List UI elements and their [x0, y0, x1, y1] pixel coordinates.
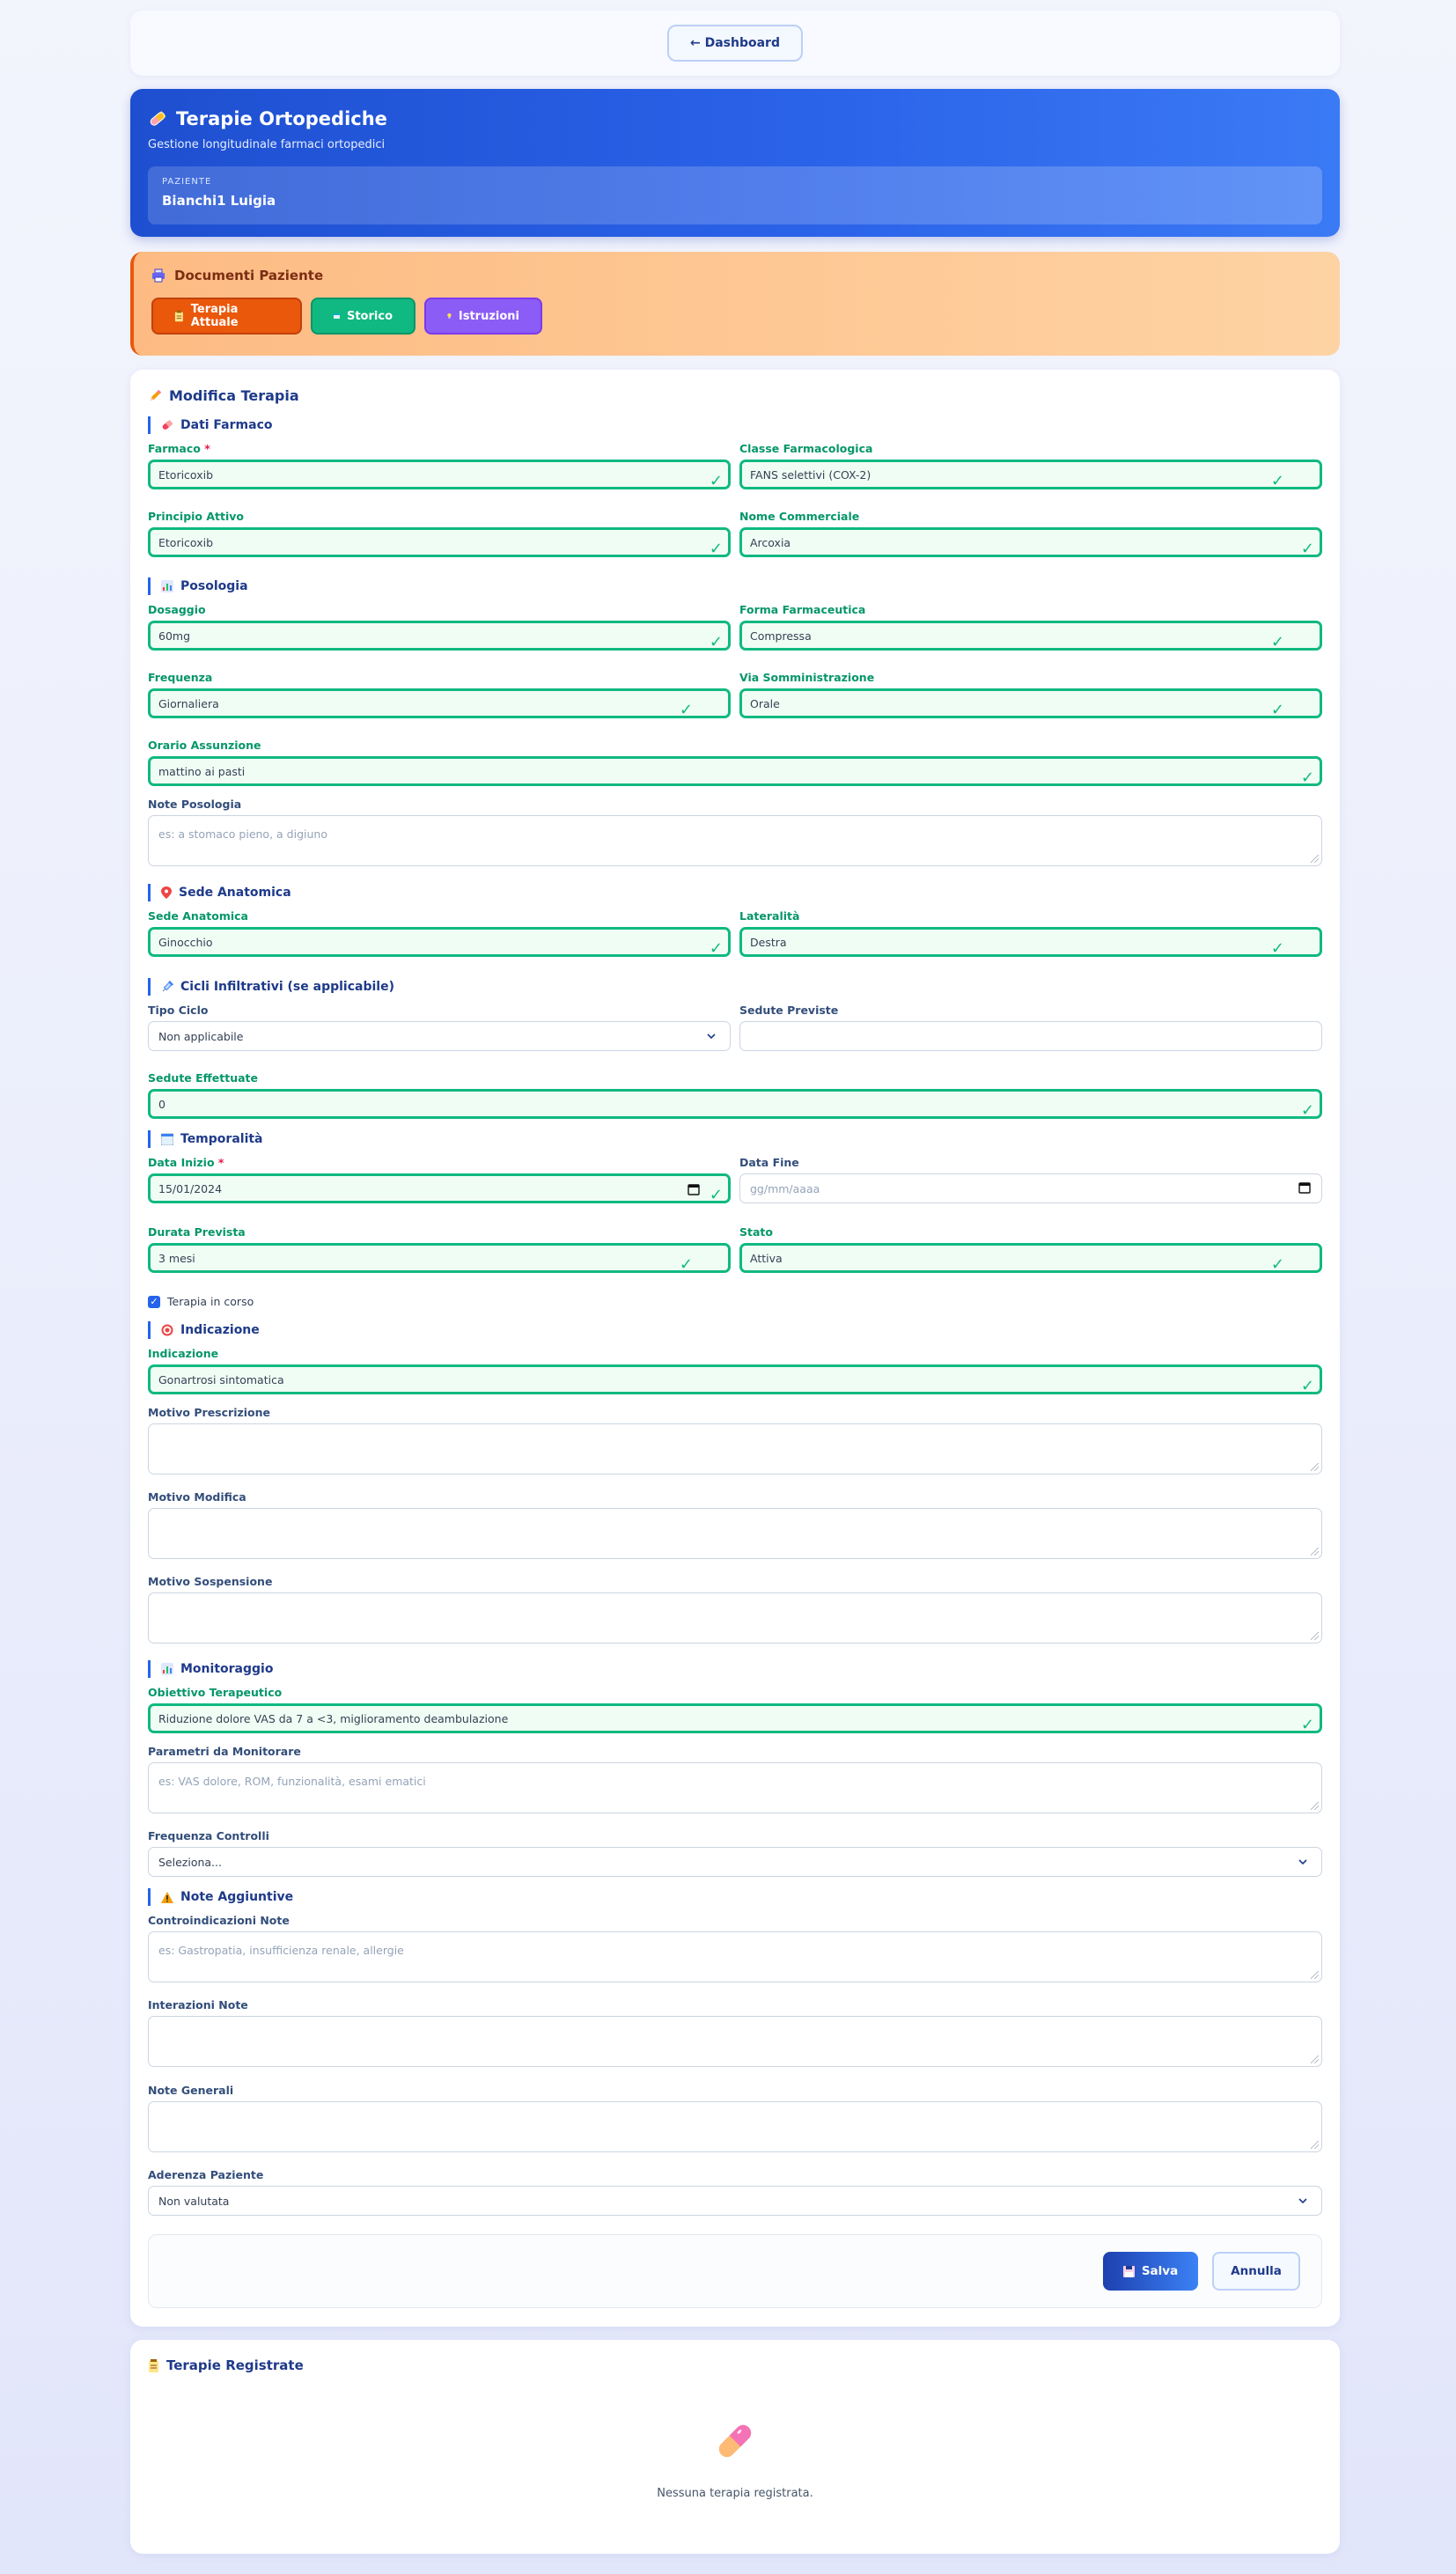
bar-chart-icon — [161, 580, 173, 592]
contraindications-textarea[interactable]: es: Gastropatia, insufficienza renale, allergie — [148, 1931, 1322, 1982]
change-reason-label: Motivo Modifica — [148, 1490, 246, 1504]
chevron-down-icon — [1297, 1856, 1309, 1868]
section-cycles-title: Cicli Infiltrativi (se applicabile) — [180, 980, 394, 994]
dashboard-button[interactable]: ← Dashboard — [667, 25, 803, 62]
map-pin-icon — [161, 886, 172, 899]
drug-class-input[interactable]: FANS selettivi (COX-2) ✓ — [739, 460, 1322, 489]
chevron-down-icon — [705, 1030, 717, 1042]
dose-label: Dosaggio — [148, 603, 206, 616]
registered-title-row — [148, 2357, 304, 2373]
route-select[interactable]: Orale ✓ — [739, 688, 1322, 718]
interactions-textarea[interactable] — [148, 2016, 1322, 2067]
goal-label: Obiettivo Terapeutico — [148, 1686, 283, 1699]
suspension-reason-textarea[interactable] — [148, 1592, 1322, 1644]
printer-icon — [151, 268, 165, 283]
end-date-input[interactable]: gg/mm/aaaa — [739, 1173, 1322, 1203]
start-date-label: Data Inizio * — [148, 1156, 224, 1169]
warning-icon — [161, 1892, 173, 1903]
page-title: Terapie Ortopediche — [176, 108, 387, 129]
section-drug-title: Dati Farmaco — [180, 418, 273, 432]
indication-label: Indicazione — [148, 1347, 219, 1360]
route-label: Via Somministrazione — [739, 671, 875, 684]
section-indication — [148, 1321, 260, 1339]
dosage-notes-label: Note Posologia — [148, 798, 242, 811]
brand-name-input[interactable]: Arcoxia ✓ — [739, 527, 1322, 557]
section-infiltration-cycles — [148, 978, 394, 996]
pill-icon — [161, 419, 173, 431]
documents-title: Documenti Paziente — [174, 268, 324, 283]
ongoing-label: Terapia in corso — [167, 1295, 254, 1308]
therapy-form — [130, 370, 1340, 2327]
prescription-reason-label: Motivo Prescrizione — [148, 1406, 271, 1419]
pill-icon — [713, 2419, 757, 2463]
adherence-label: Aderenza Paziente — [148, 2168, 264, 2181]
active-ingredient-input[interactable]: Etoricoxib ✓ — [148, 527, 731, 557]
drug-class-label: Classe Farmacologica — [739, 442, 873, 455]
current-therapy-label: Terapia Attuale — [190, 303, 239, 329]
calendar-picker-icon[interactable] — [1298, 1181, 1311, 1194]
general-notes-textarea[interactable] — [148, 2101, 1322, 2152]
duration-select[interactable]: 3 mesi ✓ — [148, 1243, 731, 1273]
section-additional-notes — [148, 1888, 293, 1906]
page-header — [130, 89, 1340, 237]
suspension-reason-label: Motivo Sospensione — [148, 1575, 273, 1588]
contraindications-label: Controindicazioni Note — [148, 1914, 290, 1927]
target-icon — [161, 1324, 173, 1336]
page-subtitle: Gestione longitudinale farmaci ortopedici — [148, 138, 386, 151]
section-notes-title: Note Aggiuntive — [180, 1890, 294, 1904]
drug-label: Farmaco * — [148, 442, 210, 455]
patient-box — [148, 166, 1322, 224]
section-drug-data — [148, 416, 272, 434]
drug-input[interactable]: Etoricoxib ✓ — [148, 460, 731, 489]
save-button[interactable] — [1103, 2252, 1198, 2291]
frequency-select[interactable]: Giornaliera ✓ — [148, 688, 731, 718]
form-actions — [148, 2234, 1322, 2308]
status-select[interactable]: Attiva ✓ — [739, 1243, 1322, 1273]
frequency-label: Frequenza — [148, 671, 213, 684]
section-timing — [148, 1130, 263, 1148]
calendar-icon — [334, 311, 340, 321]
duration-label: Durata Prevista — [148, 1225, 246, 1239]
adherence-select[interactable]: Non valutata — [148, 2186, 1322, 2216]
cycle-type-select[interactable]: Non applicabile — [148, 1021, 731, 1051]
active-ingredient-label: Principio Attivo — [148, 510, 245, 523]
section-anatomical-site — [148, 884, 291, 901]
patient-label: PAZIENTE — [162, 177, 212, 187]
brand-name-label: Nome Commerciale — [739, 510, 860, 523]
laterality-select[interactable]: Destra ✓ — [739, 927, 1322, 957]
sessions-done-label: Sedute Effettuate — [148, 1071, 259, 1085]
history-button[interactable] — [311, 298, 415, 335]
clipboard-icon — [174, 310, 184, 322]
general-notes-label: Note Generali — [148, 2084, 234, 2097]
registered-therapies-panel — [130, 2340, 1340, 2554]
pencil-icon — [148, 389, 162, 403]
section-dosage — [148, 577, 248, 595]
change-reason-textarea[interactable] — [148, 1508, 1322, 1559]
cancel-button[interactable]: Annulla — [1212, 2252, 1300, 2291]
end-date-label: Data Fine — [739, 1156, 799, 1169]
laterality-label: Lateralità — [739, 909, 800, 923]
empty-state-text: Nessuna terapia registrata. — [657, 2487, 813, 2500]
start-date-input[interactable]: 15/01/2024 ✓ — [148, 1173, 731, 1203]
page-title-row — [148, 108, 1322, 129]
calendar-picker-icon[interactable] — [688, 1183, 700, 1195]
chevron-down-icon — [1297, 2195, 1309, 2207]
parameters-label: Parametri da Monitorare — [148, 1745, 301, 1758]
clipboard-icon — [148, 2359, 159, 2372]
check-frequency-select[interactable]: Seleziona... — [148, 1847, 1322, 1877]
section-timing-title: Temporalità — [180, 1132, 263, 1146]
interactions-label: Interazioni Note — [148, 1998, 248, 2011]
save-label: Salva — [1141, 2264, 1179, 2278]
instructions-label: Istruzioni — [458, 309, 519, 323]
bar-chart-icon — [161, 1663, 173, 1675]
ongoing-checkbox[interactable]: ✓ — [148, 1296, 160, 1308]
section-site-title: Sede Anatomica — [179, 886, 291, 900]
status-label: Stato — [739, 1225, 773, 1239]
documents-title-row — [151, 268, 1322, 283]
pill-icon — [148, 109, 167, 129]
dosage-form-label: Forma Farmaceutica — [739, 603, 866, 616]
indication-input[interactable]: Gonartrosi sintomatica ✓ — [148, 1364, 1322, 1394]
current-therapy-button[interactable] — [151, 298, 302, 335]
section-monitoring — [148, 1660, 273, 1678]
syringe-icon — [161, 981, 173, 993]
dosage-notes-textarea[interactable]: es: a stomaco pieno, a digiuno — [148, 815, 1322, 866]
site-label: Sede Anatomica — [148, 909, 248, 923]
cycle-type-label: Tipo Ciclo — [148, 1004, 209, 1017]
patient-name: Bianchi1 Luigia — [162, 193, 276, 209]
parameters-textarea[interactable]: es: VAS dolore, ROM, funzionalità, esami ematici — [148, 1762, 1322, 1813]
registered-title: Terapie Registrate — [166, 2357, 304, 2373]
site-select[interactable]: Ginocchio ✓ — [148, 927, 731, 957]
calendar-icon — [161, 1133, 173, 1145]
dose-input[interactable]: 60mg ✓ — [148, 621, 731, 651]
section-indication-title: Indicazione — [180, 1323, 260, 1337]
history-label: Storico — [346, 309, 393, 323]
goal-input[interactable]: Riduzione dolore VAS da 7 a <3, miglioramento deambulazione ✓ — [148, 1703, 1322, 1733]
dosage-form-select[interactable]: Compressa ✓ — [739, 621, 1322, 651]
planned-sessions-input[interactable] — [739, 1021, 1322, 1051]
form-title: Modifica Terapia — [169, 387, 299, 404]
floppy-disk-icon — [1123, 2266, 1135, 2277]
sessions-done-input[interactable]: 0 ✓ — [148, 1089, 1322, 1119]
check-frequency-label: Frequenza Controlli — [148, 1829, 269, 1842]
prescription-reason-textarea[interactable] — [148, 1423, 1322, 1475]
ongoing-checkbox-row[interactable] — [148, 1295, 254, 1308]
top-bar — [130, 11, 1340, 76]
section-monitoring-title: Monitoraggio — [180, 1662, 274, 1676]
lightbulb-icon — [447, 310, 452, 322]
section-dosage-title: Posologia — [180, 579, 248, 593]
documents-panel — [130, 252, 1340, 356]
intake-time-label: Orario Assunzione — [148, 739, 261, 752]
planned-sessions-label: Sedute Previste — [739, 1004, 839, 1017]
form-title-row — [148, 387, 299, 404]
intake-time-input[interactable]: mattino ai pasti ✓ — [148, 756, 1322, 786]
instructions-button[interactable] — [424, 298, 542, 335]
